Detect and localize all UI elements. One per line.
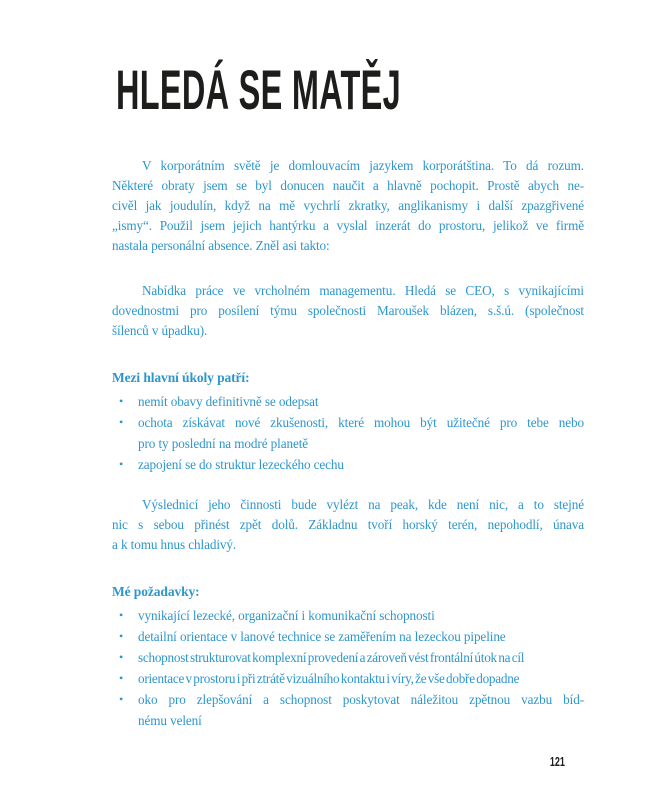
list-item-text: [138, 668, 584, 689]
text-line: vynikající lezecké, organizační i komunikační schopnosti: [138, 608, 435, 623]
list-item: [112, 647, 584, 668]
list-item-text: [138, 391, 584, 412]
text-line: nic s sebou přinést zpět dolů. Základnu tvoří horský terén, nepohodlí, únava: [112, 517, 584, 532]
text-line: V korporátním světě je domlouvacím jazykem korporátština. To dá rozum.: [142, 158, 584, 173]
text-line: dovednostmi pro posílení týmu společnosti Maroušek blázen, s.š.ú. (společnost: [112, 303, 584, 318]
paragraph-3: [112, 495, 584, 555]
text-line: Nabídka práce ve vrcholném managementu. Hledá se CEO, s vynikajícími: [142, 283, 584, 298]
section-heading-tasks: Mezi hlavní úkoly patří:: [112, 370, 250, 385]
page-number: 121: [549, 755, 565, 769]
bullet-icon: •: [119, 608, 124, 622]
paragraph-1: [112, 156, 584, 256]
text-line: ochota získávat nové zkušenosti, které mohou být užitečné pro tebe nebo: [138, 415, 584, 430]
list-item: [112, 689, 584, 731]
paragraph-2: [112, 281, 584, 341]
list-item: [112, 605, 584, 626]
list-item: [112, 412, 584, 454]
text-line: orientace v prostoru i při ztrátě vizuálního kontaktu i víry, že vše dobře dopadne: [138, 671, 520, 686]
list-item-text: [138, 626, 584, 647]
text-line: civěl jak joudulín, když na mě vychrlí zkratky, anglikanismy i další zpazgřivené: [112, 198, 584, 213]
text-line: nemít obavy definitivně se odepsat: [138, 394, 319, 409]
text-line: šílenců v úpadku).: [112, 323, 208, 338]
list-item: [112, 454, 584, 475]
requirements-list: [112, 605, 584, 731]
list-item-text: [138, 689, 584, 731]
text-line: a k tomu hnus chladivý.: [112, 537, 237, 552]
list-item: [112, 626, 584, 647]
text-line: schopnost strukturovat komplexní provedení a zároveň vést frontální útok na cíl: [138, 650, 525, 665]
page-title: HLEDÁ SE MATĚJ: [116, 58, 401, 121]
bullet-icon: •: [119, 692, 124, 706]
text-line: Výslednicí jeho činnosti bude vylézt na peak, kde není nic, a to stejné: [142, 497, 584, 512]
tasks-list: [112, 391, 584, 475]
text-line: detailní orientace v lanové technice se zaměřením na lezeckou pipeline: [138, 629, 506, 644]
list-item-text: [138, 605, 584, 626]
text-line: oko pro zlepšování a schopnost poskytovat náležitou zpětnou vazbu bíd-: [138, 692, 584, 707]
text-line: nému velení: [138, 713, 202, 728]
list-item: [112, 391, 584, 412]
text-line: Některé obraty jsem se byl donucen naučit a hlavně pochopit. Prostě abych ne-: [112, 178, 584, 193]
page-content: [112, 156, 584, 731]
list-item: [112, 668, 584, 689]
list-item-text: [138, 647, 584, 668]
list-item-text: [138, 412, 584, 454]
bullet-icon: •: [119, 671, 124, 685]
text-line: nastala personální absence. Zněl asi takto:: [112, 238, 330, 253]
list-item-text: [138, 454, 584, 475]
bullet-icon: •: [119, 629, 124, 643]
bullet-icon: •: [119, 650, 124, 664]
section-heading-requirements: Mé požadavky:: [112, 584, 200, 599]
text-line: „ismy“. Použil jsem jejich hantýrku a vyslal inzerát do prostoru, jelikož ve firmě: [112, 218, 584, 233]
text-line: pro ty poslední na modré planetě: [138, 436, 309, 451]
bullet-icon: •: [119, 394, 124, 408]
bullet-icon: •: [119, 457, 124, 471]
bullet-icon: •: [119, 415, 124, 429]
text-line: zapojení se do struktur lezeckého cechu: [138, 457, 344, 472]
